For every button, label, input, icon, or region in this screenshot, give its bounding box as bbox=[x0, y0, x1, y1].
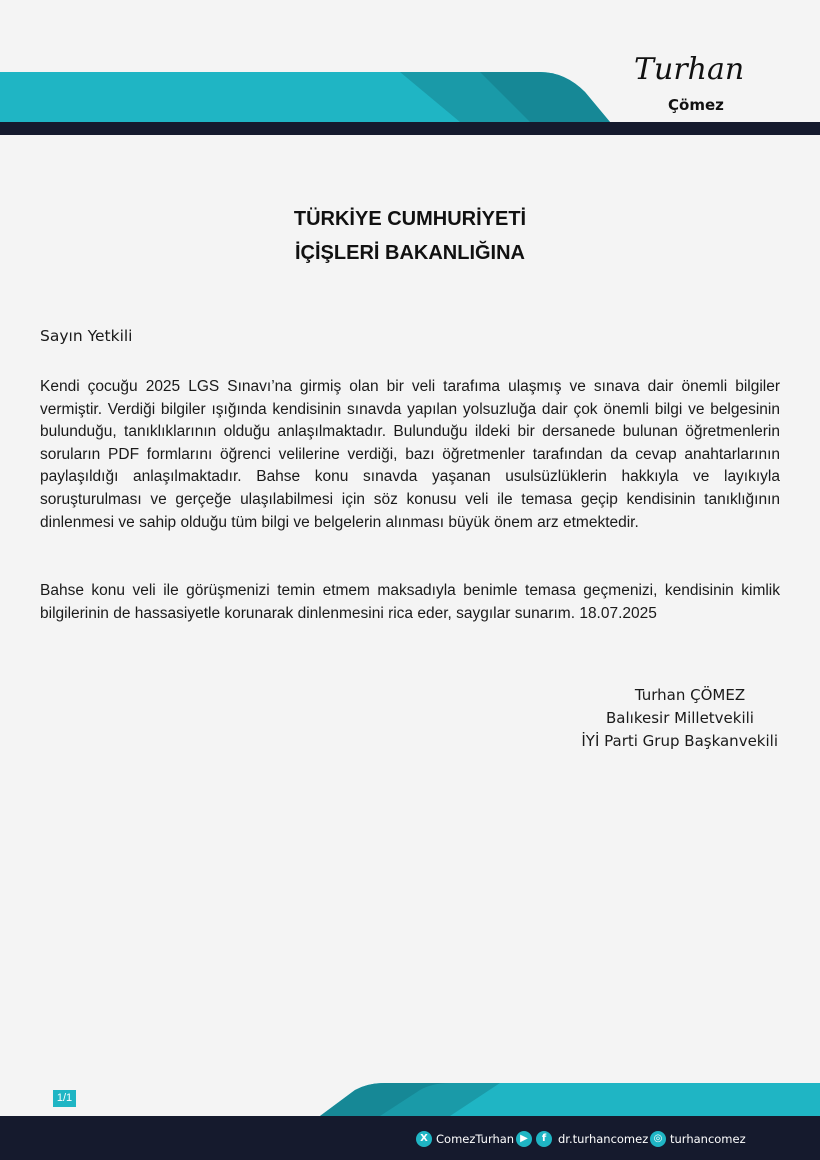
heading-line2: İÇİŞLERİ BAKANLIĞINA bbox=[295, 242, 525, 264]
x-icon: X bbox=[416, 1131, 432, 1147]
instagram-handle: turhancomez bbox=[670, 1132, 746, 1146]
signature-role-1: Balıkesir Milletvekili bbox=[606, 709, 754, 727]
heading-line1: TÜRKİYE CUMHURİYETİ bbox=[293, 208, 527, 230]
footer-social-x[interactable] bbox=[416, 1130, 514, 1148]
logo bbox=[628, 52, 745, 122]
body-paragraph-2: Bahse konu veli ile görüşmenizi temin etmem maksadıyla benimle temasa geçmenizi, kendisinin kimlik bilgilerinin de hassasiyetle korunarak dinlenmesini rica eder, saygılar sunarım. 18.07.2025 bbox=[40, 582, 780, 622]
facebook-icon: f bbox=[536, 1131, 552, 1147]
footer-social-instagram[interactable] bbox=[650, 1130, 746, 1148]
x-handle: ComezTurhan bbox=[436, 1132, 515, 1146]
footer-social-youtube[interactable] bbox=[516, 1130, 532, 1148]
logo-script: Turhan bbox=[634, 52, 745, 87]
logo-name: Çömez bbox=[668, 96, 724, 114]
signature-name: Turhan ÇÖMEZ bbox=[634, 686, 746, 704]
signature-role-2: İYİ Parti Grup Başkanvekili bbox=[581, 732, 778, 750]
body-paragraph-1: Kendi çocuğu 2025 LGS Sınavı’na girmiş olan bir veli tarafıma ulaşmış ve sınava dair önemli bilgiler vermiştir. Verdiği bilgiler ışığında kendisinin sınavda yapılan yolsuzluğa dair çok önemli bilgi ve belgesinin bulunduğu, tanıklıklarının olduğu anlaşılmaktadır. Bulunduğu ildeki bir dersanede bulunan öğretmenlerin soruların PDF formlarını öğrenci velilerine verdiği, bazı öğretmenler tarafından da cevap anahtarlarının paylaşıldığı anlaşılmaktadır. Bahse konu sınavda yaşanan usulsüzlüklerin hakkıyla ve layıkıyla soruşturulması ve gerçeğe ulaşılabilmesi için söz konusu veli ile temasa geçip kendisinin tanıklığının dinlenmesi ve sahip olduğu tüm bilgi ve belgelerin alınması büyük önem arz etmektedir. bbox=[40, 378, 780, 531]
footer-social-web[interactable] bbox=[536, 1130, 648, 1148]
youtube-icon: ▶ bbox=[516, 1131, 532, 1147]
greeting: Sayın Yetkili bbox=[40, 327, 133, 345]
instagram-icon: ◎ bbox=[650, 1131, 666, 1147]
page-number-badge: 1/1 bbox=[53, 1090, 76, 1107]
footer-banner bbox=[0, 1080, 820, 1160]
website-text: dr.turhancomez bbox=[558, 1132, 649, 1146]
